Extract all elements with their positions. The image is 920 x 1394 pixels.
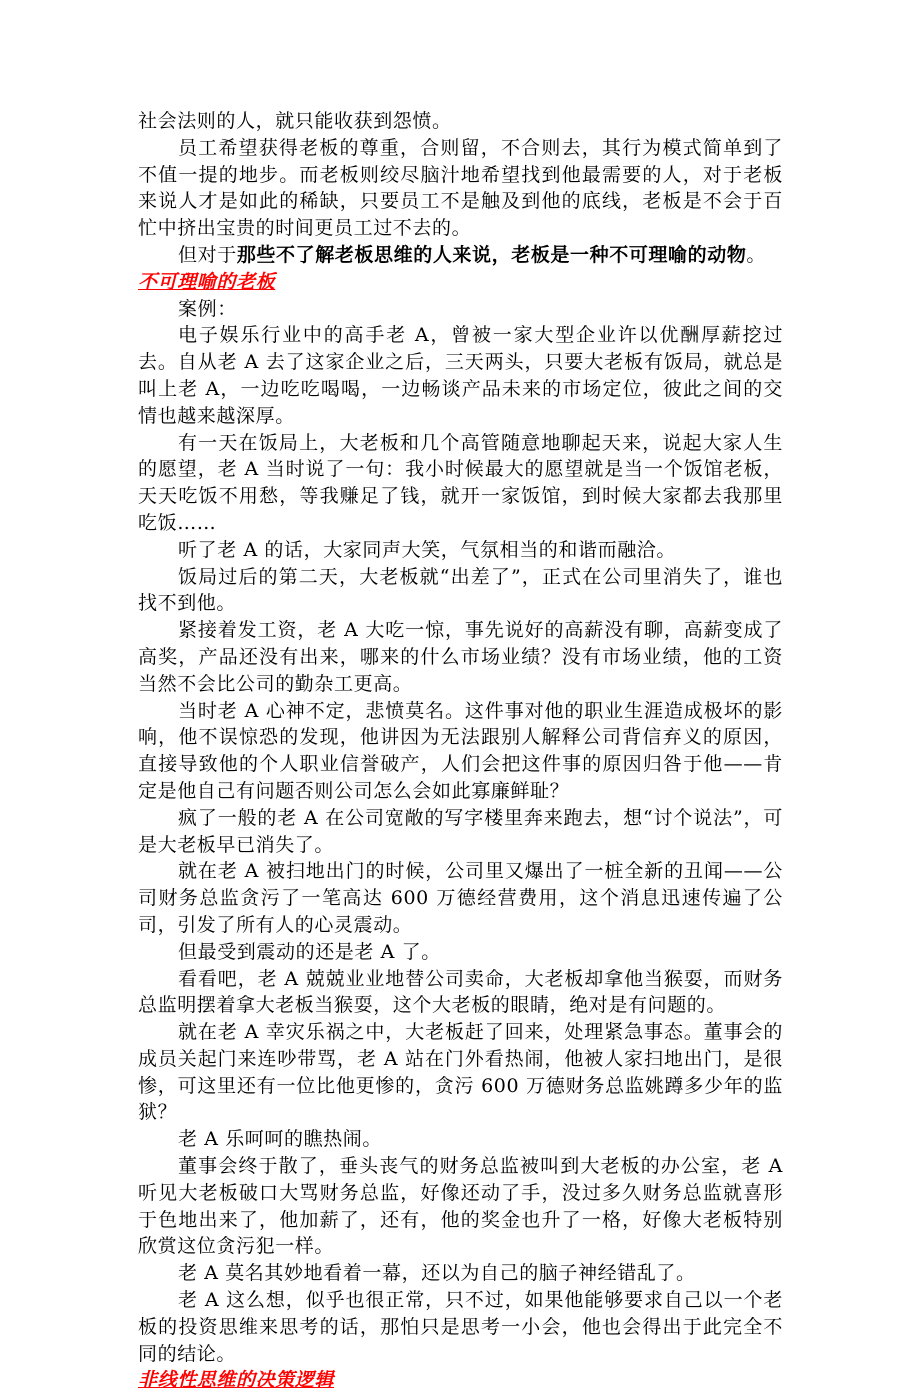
paragraph: 疯了一般的老 A 在公司宽敞的写字楼里奔来跑去，想“讨个说法”，可是大老板早已消失了。 (138, 806, 783, 856)
paragraph: 饭局过后的第二天，大老板就“出差了”，正式在公司里消失了，谁也找不到他。 (138, 565, 783, 615)
paragraph: 董事会终于散了，垂头丧气的财务总监被叫到大老板的办公室，老 A 听见大老板破口大骂财务总监，好像还动了手，没过多久财务总监就喜形于色地出来了，他加薪了，还有，他的奖金也升了一格，好像大老板特别欣赏这位贪污犯一样。 (138, 1155, 783, 1258)
paragraph (138, 242, 783, 269)
paragraph: 老 A 莫名其妙地看着一幕，还以为自己的脑子神经错乱了。 (178, 1262, 696, 1285)
paragraph: 听了老 A 的话，大家同声大笑，气氛相当的和谐而融洽。 (178, 538, 677, 561)
paragraph: 有一天在饭局上，大老板和几个高管随意地聊起天来，说起大家人生的愿望，老 A 当时说了一句：我小时候最大的愿望就是当一个饭馆老板，天天吃饭不用愁，等我赚足了钱，就开一家饭馆，到时候大家都去我那里吃饭…… (138, 431, 783, 534)
paragraph: 老 A 乐呵呵的瞧热闹。 (178, 1128, 383, 1151)
paragraph: 紧接着发工资，老 A 大吃一惊，事先说好的高薪没有聊，高薪变成了高奖，产品还没有出来，哪来的什么市场业绩？没有市场业绩，他的工资当然不会比公司的勤杂工更高。 (138, 619, 783, 695)
paragraph: 案例： (178, 297, 237, 320)
paragraph: 电子娱乐行业中的高手老 A，曾被一家大型企业许以优酬厚薪挖过去。自从老 A 去了这家企业之后，三天两头，只要大老板有饭局，就总是叫上老 A，一边吃吃喝喝，一边畅谈产品未来的市场定位，彼此之间的交情也越来越深厚。 (138, 324, 783, 427)
section-heading: 不可理喻的老板 (138, 270, 276, 293)
section-heading: 非线性思维的决策逻辑 (138, 1369, 335, 1392)
paragraph: 老 A 这么想，似乎也很正常，只不过，如果他能够要求自己以一个老板的投资思维来思考的话，那怕只是思考一小会，他也会得出于此完全不同的结论。 (138, 1289, 783, 1365)
paragraph: 就在老 A 被扫地出门的时候，公司里又爆出了一桩全新的丑闻——公司财务总监贪污了一笔高达 600 万德经营费用，这个消息迅速传遍了公司，引发了所有人的心灵震动。 (138, 860, 783, 936)
paragraph-end: 。 (746, 243, 767, 266)
document-body (138, 108, 783, 1394)
paragraph: 员工希望获得老板的尊重，合则留，不合则去，其行为模式简单到了不值一提的地步。而老板则绞尽脑汁地希望找到他最需要的人，对于老板来说人才是如此的稀缺，只要员工不是触及到他的底线，老板是不会于百忙中挤出宝贵的时间更员工过不去的。 (138, 136, 783, 240)
paragraph: 社会法则的人，就只能收获到怨愤。 (138, 110, 452, 132)
paragraph: 看看吧，老 A 兢兢业业地替公司卖命，大老板却拿他当猴耍，而财务总监明摆着拿大老板当猴耍，这个大老板的眼睛，绝对是有问题的。 (138, 967, 783, 1017)
paragraph: 但最受到震动的还是老 A 了。 (178, 940, 441, 963)
paragraph: 就在老 A 幸灾乐祸之中，大老板赶了回来，处理紧急事态。董事会的成员关起门来连吵带骂，老 A 站在门外看热闹，他被人家扫地出门，是很惨，可这里还有一位比他更惨的，贪污 600 万德财务总监姚蹲多少年的监狱？ (138, 1021, 783, 1124)
paragraph: 当时老 A 心神不定，悲愤莫名。这件事对他的职业生涯造成极坏的影响，他不误惊恐的发现，他讲因为无法跟别人解释公司背信弃义的原因，直接导致他的个人职业信誉破产，人们会把这件事的原因归咎于他——肯定是他自己有问题否则公司怎么会如此寡廉鲜耻？ (138, 699, 783, 802)
bold-statement: 那些不了解老板思维的人来说，老板是一种不可理喻的动物 (236, 243, 747, 266)
paragraph-lead: 但对于 (178, 243, 237, 266)
